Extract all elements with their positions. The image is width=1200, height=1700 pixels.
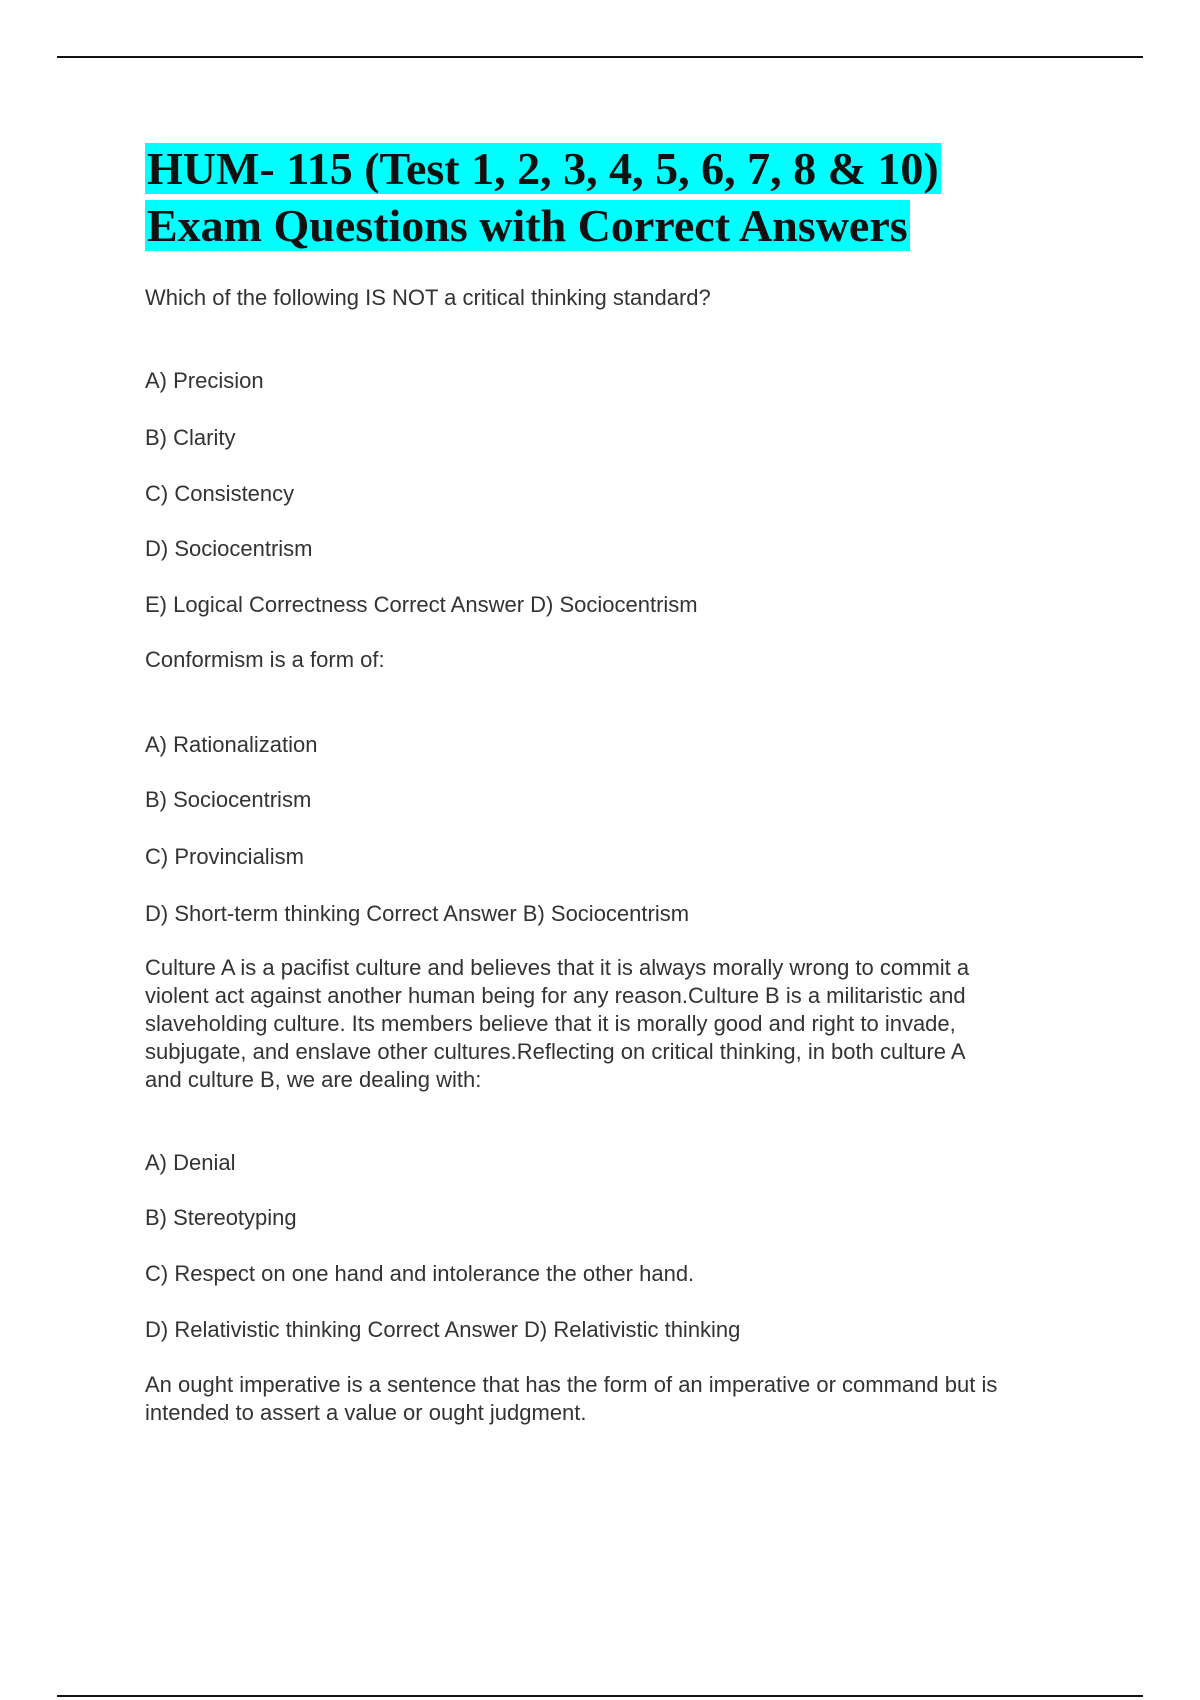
q3-option-c: C) Respect on one hand and intolerance the other hand. bbox=[145, 1261, 695, 1286]
q3-question-line: and culture B, we are dealing with: bbox=[145, 1067, 482, 1092]
q1-option-e-answer: E) Logical Correctness Correct Answer D) Sociocentrism bbox=[145, 592, 698, 617]
q3-question-line: subjugate, and enslave other cultures.Reflecting on critical thinking, in both culture A bbox=[145, 1039, 966, 1064]
q2-question: Conformism is a form of: bbox=[145, 647, 385, 672]
q2-option-a: A) Rationalization bbox=[145, 732, 318, 757]
q2-option-d-answer: D) Short-term thinking Correct Answer B) Sociocentrism bbox=[145, 901, 690, 926]
q4-question-line: intended to assert a value or ought judgment. bbox=[145, 1400, 587, 1425]
q1-option-c: C) Consistency bbox=[145, 481, 295, 506]
q1-option-b: B) Clarity bbox=[145, 425, 236, 450]
top-rule bbox=[57, 56, 1143, 58]
q3-option-b: B) Stereotyping bbox=[145, 1205, 297, 1230]
q3-question-line: Culture A is a pacifist culture and believes that it is always morally wrong to commit a bbox=[145, 955, 970, 980]
q1-question: Which of the following IS NOT a critical thinking standard? bbox=[145, 285, 711, 310]
bottom-rule bbox=[57, 1695, 1143, 1697]
q1-option-d: D) Sociocentrism bbox=[145, 536, 313, 561]
q3-question bbox=[145, 954, 1090, 1094]
q3-option-d-answer: D) Relativistic thinking Correct Answer D) Relativistic thinking bbox=[145, 1317, 741, 1342]
q3-question-line: violent act against another human being for any reason.Culture B is a militaristic and bbox=[145, 983, 966, 1008]
title-line-1: HUM- 115 (Test 1, 2, 3, 4, 5, 6, 7, 8 & 10) bbox=[147, 143, 939, 194]
q1-option-a: A) Precision bbox=[145, 368, 264, 393]
q2-option-b: B) Sociocentrism bbox=[145, 787, 312, 812]
q2-option-c: C) Provincialism bbox=[145, 844, 304, 869]
title-line-2: Exam Questions with Correct Answers bbox=[147, 200, 908, 251]
document-title bbox=[145, 140, 941, 254]
q3-question-line: slaveholding culture. Its members believe that it is morally good and right to invade, bbox=[145, 1011, 956, 1036]
q4-question-line: An ought imperative is a sentence that has the form of an imperative or command but is bbox=[145, 1372, 998, 1397]
q4-question bbox=[145, 1371, 1090, 1427]
q3-option-a: A) Denial bbox=[145, 1150, 236, 1175]
